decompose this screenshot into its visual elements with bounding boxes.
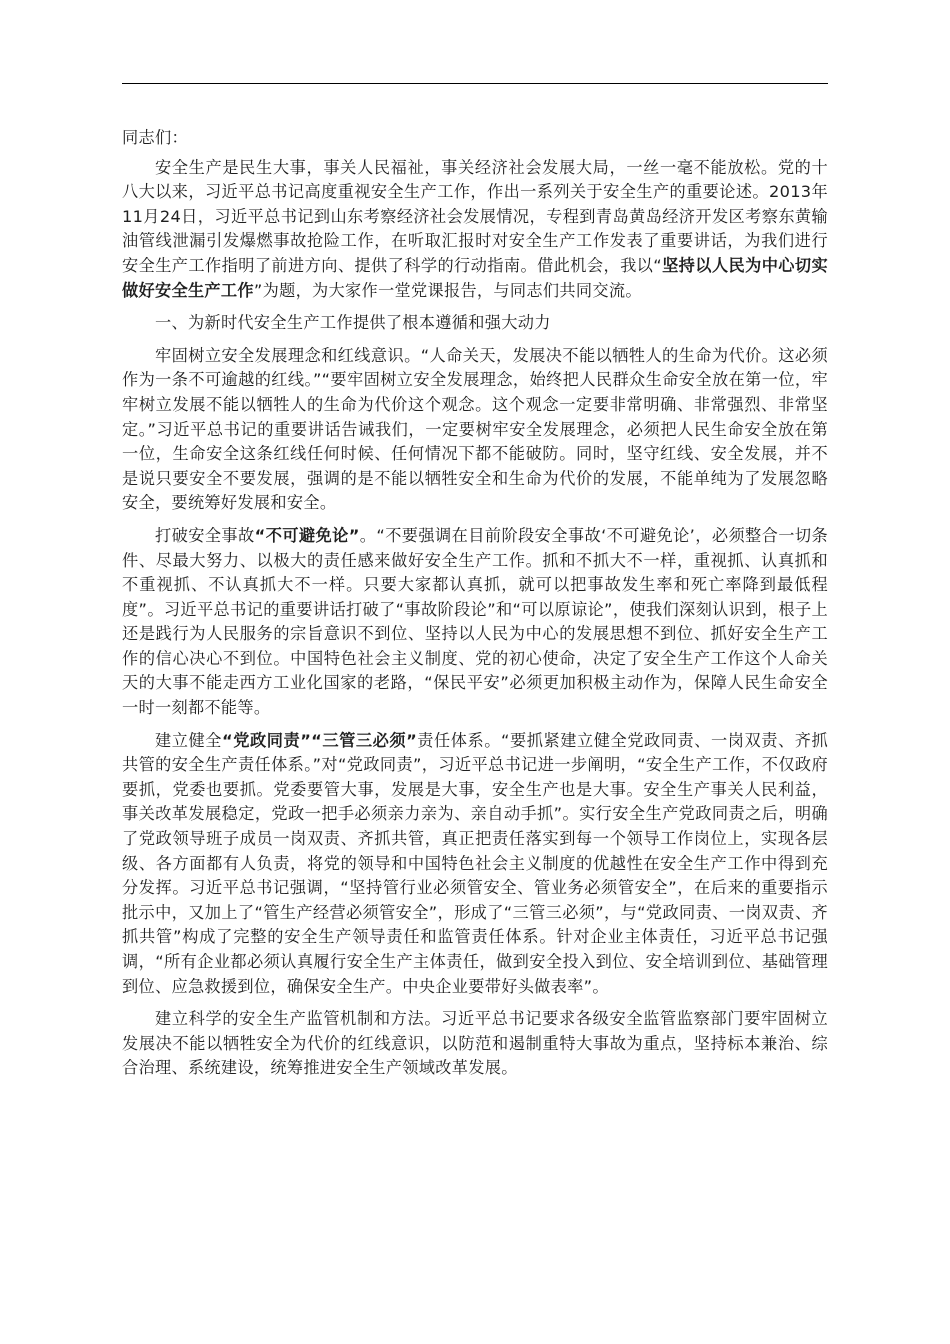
intro-text-1: 安全生产是民生大事，事关人民福祉，事关经济社会发展大局，一丝一毫不能放松。党的十八大以来，习近平总书记高度重视安全生产工作，作出一系列关于安全生产的重要论述。2013年11月24日，习近平总书记到山东考察经济社会发展情况，专程到青岛黄岛经济开发区考察东黄输油管线泄漏引发爆燃事故抢险工作，在听取汇报时对安全生产工作发表了重要讲话，为我们进行安全生产工作指明了前进方向、提供了科学的行动指南。借此机会，我以“ xyxy=(122,157,828,275)
para2-pre: 打破安全事故 xyxy=(155,525,255,545)
greeting: 同志们： xyxy=(122,128,188,147)
section-heading: 一、为新时代安全生产工作提供了根本遵循和强大动力 xyxy=(155,313,551,333)
paragraph-inevitability xyxy=(122,524,828,721)
paragraph-supervision: 建立科学的安全生产监管机制和方法。习近平总书记要求各级安全监管监察部门要牢固树立发展决不能以牺牲安全为代价的红线意识，以防范和遏制重特大事故为重点，坚持标本兼治、综合治理、系统建设，统筹推进安全生产领域改革发展。 xyxy=(122,1009,828,1078)
para2-post: 。“不要强调在目前阶段安全事故‘不可避免论’，必须整合一切条件、尽最大努力、以极大的责任感来做好安全生产工作。抓和不抓大不一样，重视抓、认真抓和不重视抓、不认真抓大不一样。只要大家都认真抓，就可以把事故发生率和死亡率降到最低程度”。习近平总书记的重要讲话打破了“事故阶段论”和“可以原谅论”，使我们深刻认识到，根子上还是践行为人民服务的宗旨意识不到位、坚持以人民为中心的发展思想不到位、抓好安全生产工作的信心决心不到位。中国特色社会主义制度、党的初心使命，决定了安全生产工作这个人命关天的大事不能走西方工业化国家的老路，“保民平安”必须更加积极主动作为，保障人民生命安全一时一刻都不能等。 xyxy=(122,525,828,718)
intro-bold-title: 坚持以人民为中心切实做好安全生产工作 xyxy=(122,255,828,300)
para3-bold: “党政同责”“三管三必须” xyxy=(222,730,418,750)
para3-post: 责任体系。“要抓紧建立健全党政同责、一岗双责、齐抓共管的安全生产责任体系。”对“党政同责”，习近平总书记进一步阐明，“安全生产工作，不仅政府要抓，党委也要抓。党委要管大事，发展是大事，安全生产也是大事。安全生产事关人民利益，事关改革发展稳定，党政一把手必须亲力亲为、亲自动手抓”。实行安全生产党政同责之后，明确了党政领导班子成员一岗双责、齐抓共管，真正把责任落实到每一个领导工作岗位上，实现各层级、各方面都有人负责，将党的领导和中国特色社会主义制度的优越性在安全生产工作中得到充分发挥。习近平总书记强调，“坚持管行业必须管安全、管业务必须管安全”，在后来的重要指示批示中，又加上了“管生产经营必须管安全”，形成了“三管三必须”，与“党政同责、一岗双责、齐抓共管”构成了完整的安全生产领导责任和监管责任体系。针对企业主体责任，习近平总书记强调，“所有企业都必须认真履行安全生产主体责任，做到安全投入到位、安全培训到位、基础管理到位、应急救援到位，确保安全生产。中央企业要带好头做表率”。 xyxy=(122,730,828,996)
document-body xyxy=(122,126,828,1081)
para2-bold: “不可避免论” xyxy=(254,525,360,545)
paragraph-red-line: 牢固树立安全发展理念和红线意识。“人命关天，发展决不能以牺牲人的生命为代价。这必须作为一条不可逾越的红线。”“要牢固树立安全发展理念，始终把人民群众生命安全放在第一位，牢牢树立发展不能以牺牲人的生命为代价这个观念。这个观念一定要非常明确、非常强烈、非常坚定。”习近平总书记的重要讲话告诫我们，一定要树牢安全发展理念，必须把人民生命安全放在第一位，生命安全这条红线任何时候、任何情况下都不能破防。同时，坚守红线、安全发展，并不是说只要安全不要发展，强调的是不能以牺牲安全和生命为代价的发展，不能单纯为了发展忽略安全，要统筹好发展和安全。 xyxy=(122,345,828,513)
header-rule xyxy=(122,83,828,84)
intro-paragraph xyxy=(122,156,828,304)
para3-pre: 建立健全 xyxy=(155,730,222,750)
paragraph-responsibility xyxy=(122,729,828,1000)
intro-text-2: ”为题，为大家作一堂党课报告，与同志们共同交流。 xyxy=(253,280,642,300)
